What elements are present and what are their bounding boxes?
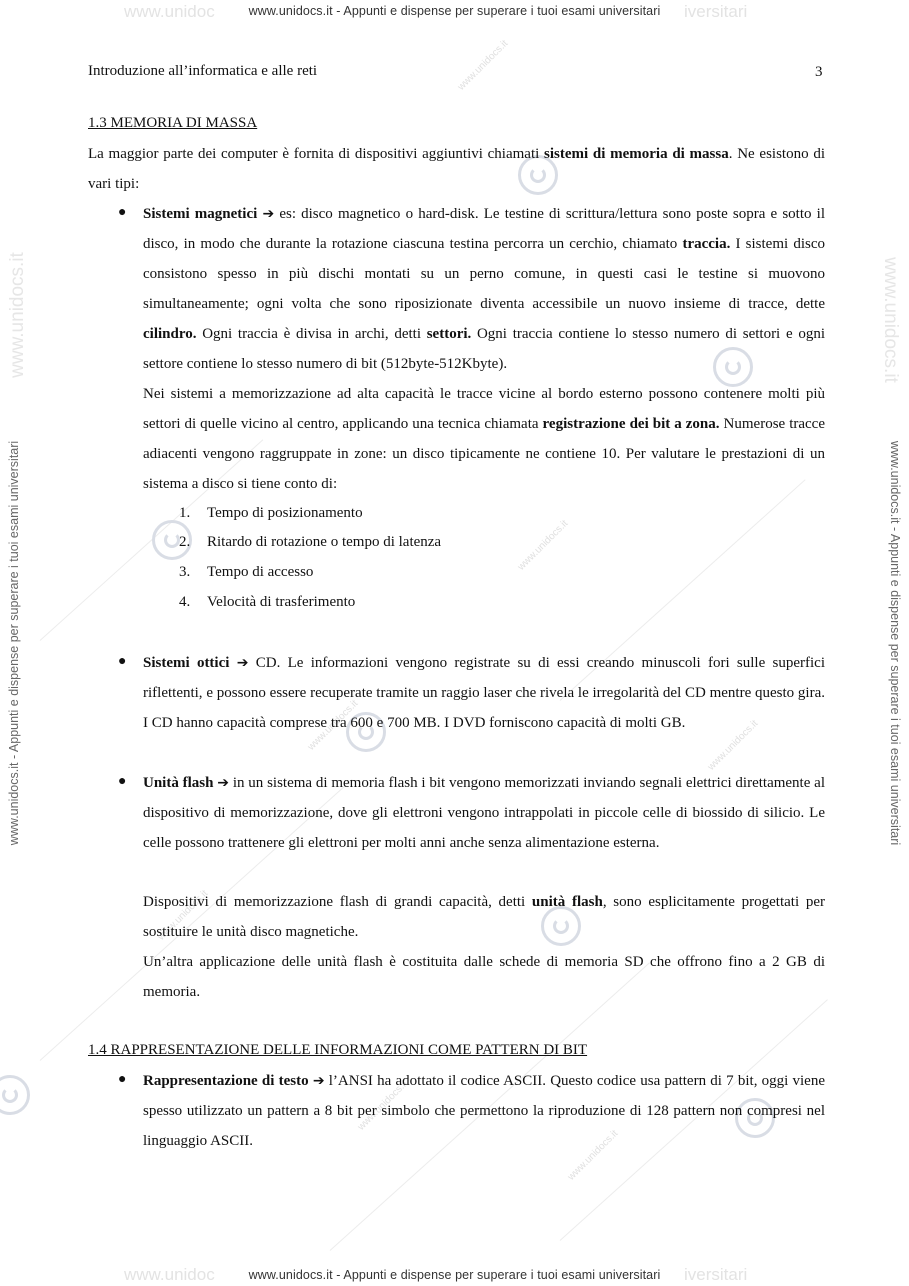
- bullet-dot-icon: ●: [118, 654, 127, 669]
- watermark-side-faint: www.unidocs.it: [7, 252, 28, 378]
- watermark-faint-right: iversitari: [684, 1265, 748, 1284]
- watermark-diagonal: www.unidocs.it: [565, 1128, 621, 1183]
- right-arrow-icon: ➔: [236, 655, 249, 671]
- watermark-diagonal: www.unidocs.it: [515, 518, 571, 573]
- bullet-dot-icon: ●: [118, 774, 127, 789]
- unidocs-logo-icon: [0, 1075, 30, 1115]
- watermark-diagonal: www.unidocs.it: [305, 698, 361, 753]
- bullet-dot-icon: ●: [118, 1072, 127, 1087]
- flash-units-paragraph: Unità flash ➔ in un sistema di memoria flash i bit vengono memorizzati inviando segnali elettrici direttamente al dispositivo di memorizzazione, dove gli elettroni vengono intrappolati in piccole celle di biossido di silicio. Le celle possono trattenere gli elettroni per molti anni anche senza alimentazione esterna.: [143, 775, 826, 851]
- watermark-faint-left: www.unidoc: [124, 2, 215, 21]
- flash-capacity-paragraph: Dispositivi di memorizzazione flash di grandi capacità, detti unità flash, sono esplicitamente progettati per sostituire le unità disco magnetiche.: [143, 894, 825, 940]
- watermark-diagonal: www.unidocs.it: [705, 718, 761, 773]
- running-header-title: Introduzione all’informatica e alle reti: [88, 63, 318, 79]
- bullet-dot-icon: ●: [118, 205, 127, 220]
- watermark-bottom: www.unidocs.it - Appunti e dispense per superare i tuoi esami universitari: [248, 1268, 661, 1282]
- document-page: www.unidocs.it www.unidocs.it www.unidocs.it www.unidocs.it www.unidocs.it www.unidocs.it www.unidocs.it www.unidoc iversitari www.unidocs.it - Appunti e dispense per superare i tuoi esami universitari www.unidoc iversitari www.unidocs.it - Appunti e dispense per superare i tuoi esami universitari www.unidocs.it - Appunti e dispense per superare i tuoi esami universitari www.unidocs.it - Appunti e dispense per superare i tuoi esami universitari www.unidocs.it www.unidocs.it Introduzione all’informatica e alle reti 3 1.3 MEMORIA DI MASSA La maggior parte dei computer è fornita di dispositivi aggiuntivi chiamati sistemi di memoria di massa. Ne esistono di vari tipi: ● Sistemi magnetici ➔ es: disco magnetico o hard-disk. Le testine di scrittura/lettura sono poste sopra e sotto il disco, in modo che durante la rotazione ciascuna testina percorra un cerchio, chiamato traccia. I sistemi disco consistono spesso in più dischi montati su un perno comune, in questi casi le testine si muovono simultaneamente; ogni volta che sono riposizionate diventa accessibile un nuovo insieme di tracce, dette cilindro. Ogni traccia è divisa in archi, detti settori. Ogni traccia contiene lo stesso numero di settori e ogni settore contiene lo stesso numero di bit (512byte-512Kbyte). Nei sistemi a memorizzazione ad alta capacità le tracce vicine al bordo esterno possono contenere molti più settori di quelle vicino al centro, applicando una tecnica chiamata registrazione dei bit a zona. Numerose tracce adiacenti vengono raggruppate in zone: un disco tipicamente ne contiene 10. Per valutare le prestazioni di un sistema a disco si tiene conto di: 1. Tempo di posizionamento 2. Ritardo di rotazione o tempo di latenza 3. Tempo di accesso 4. Velocità di trasferimento ● Sistemi ottici ➔ CD. Le informazioni vengono registrate su di essi creando minuscoli fori sulle superfici riflettenti, e possono essere recuperate tramite un raggio laser che rivela le irregolarità del CD mentre questo gira. I CD hanno capacità comprese tra 600 e 700 MB. I DVD forniscono capacità di molti GB. ● Unità flash ➔ in un sistema di memoria flash i bit vengono memorizzati inviando segnali elettrici direttamente al dispositivo di memorizzazione, dove gli elettroni vengono intrappolati in piccole celle di biossido di silicio. Le celle possono trattenere gli elettroni per molti anni anche senza alimentazione esterna. Dispositivi di memorizzazione flash di grandi capacità, detti unità flash, sono esplicitamente progettati per sostituire le unità disco magnetiche. Un’altra applicazione delle unità flash è costituita dalle schede di memoria SD che offrono fino a 2 GB di memoria. 1.4 RAPPRESENTAZIONE DELLE INFORMAZIONI COME PATTERN DI BIT ● Rappresentazione di testo ➔ l’ANSI ha adottato il codice ASCII. Questo codice usa pattern di 7 bit, oggi viene spesso utilizzato un pattern a 8 bit per simbolo che permettono la riproduzione di 128 pattern non compresi nel linguaggio ASCII.: [0, 0, 909, 1286]
- text-representation-paragraph: Rappresentazione di testo ➔ l’ANSI ha adottato il codice ASCII. Questo codice usa pattern di 7 bit, oggi viene spesso utilizzato un pattern a 8 bit per simbolo che permettono la riproduzione di 128 pattern non compresi nel linguaggio ASCII.: [143, 1073, 825, 1149]
- right-arrow-icon: ➔: [312, 1073, 325, 1089]
- watermark-faint-right: iversitari: [684, 2, 748, 21]
- right-arrow-icon: ➔: [262, 206, 275, 222]
- watermark-faint-left: www.unidoc: [124, 1265, 215, 1284]
- intro-paragraph: La maggior parte dei computer è fornita di dispositivi aggiuntivi chiamati sistemi di memoria di massa. Ne esistono di vari tipi:: [88, 146, 825, 192]
- watermark-diagonal: www.unidocs.it: [155, 888, 211, 943]
- watermark-diagonal: www.unidocs.it: [455, 38, 511, 93]
- sd-cards-paragraph: Un’altra applicazione delle unità flash è costituita dalle schede di memoria SD che offrono fino a 2 GB di memoria.: [143, 954, 825, 1000]
- watermark-side-faint: www.unidocs.it: [880, 257, 901, 383]
- watermark-diagonal: www.unidocs.it: [355, 1078, 411, 1133]
- optical-systems-paragraph: Sistemi ottici ➔ CD. Le informazioni vengono registrate su di essi creando minuscoli fori sulle superfici riflettenti, e possono essere recuperate tramite un raggio laser che rivela le irregolarità del CD mentre questo gira. I CD hanno capacità comprese tra 600 e 700 MB. I DVD forniscono capacità di molti GB.: [143, 655, 826, 731]
- magnetic-systems-paragraph: Sistemi magnetici ➔ es: disco magnetico o hard-disk. Le testine di scrittura/lettura sono poste sopra e sotto il disco, in modo che durante la rotazione ciascuna testina percorra un cerchio, chiamato traccia. I sistemi disco consistono spesso in più dischi montati su un perno comune, in questi casi le testine si muovono simultaneamente; ogni volta che sono riposizionate diventa accessibile un nuovo insieme di tracce, dette cilindro. Ogni traccia è divisa in archi, detti settori. Ogni traccia contiene lo stesso numero di settori e ogni settore contiene lo stesso numero di bit (512byte-512Kbyte).: [143, 206, 826, 372]
- section-heading: 1.4 RAPPRESENTAZIONE DELLE INFORMAZIONI COME PATTERN DI BIT: [88, 1042, 588, 1058]
- watermark-left: www.unidocs.it - Appunti e dispense per superare i tuoi esami universitari: [7, 440, 21, 846]
- section-heading: 1.3 MEMORIA DI MASSA: [88, 115, 258, 131]
- watermark-top: www.unidocs.it - Appunti e dispense per superare i tuoi esami universitari: [248, 4, 661, 18]
- page-number: 3: [815, 64, 823, 80]
- zone-recording-paragraph: Nei sistemi a memorizzazione ad alta capacità le tracce vicine al bordo esterno possono contenere molti più settori di quelle vicino al centro, applicando una tecnica chiamata registrazione dei bit a zona. Numerose tracce adiacenti vengono raggruppate in zone: un disco tipicamente ne contiene 10. Per valutare le prestazioni di un sistema a disco si tiene conto di:: [143, 386, 825, 492]
- watermark-right: www.unidocs.it - Appunti e dispense per superare i tuoi esami universitari: [888, 440, 902, 846]
- right-arrow-icon: ➔: [217, 775, 230, 791]
